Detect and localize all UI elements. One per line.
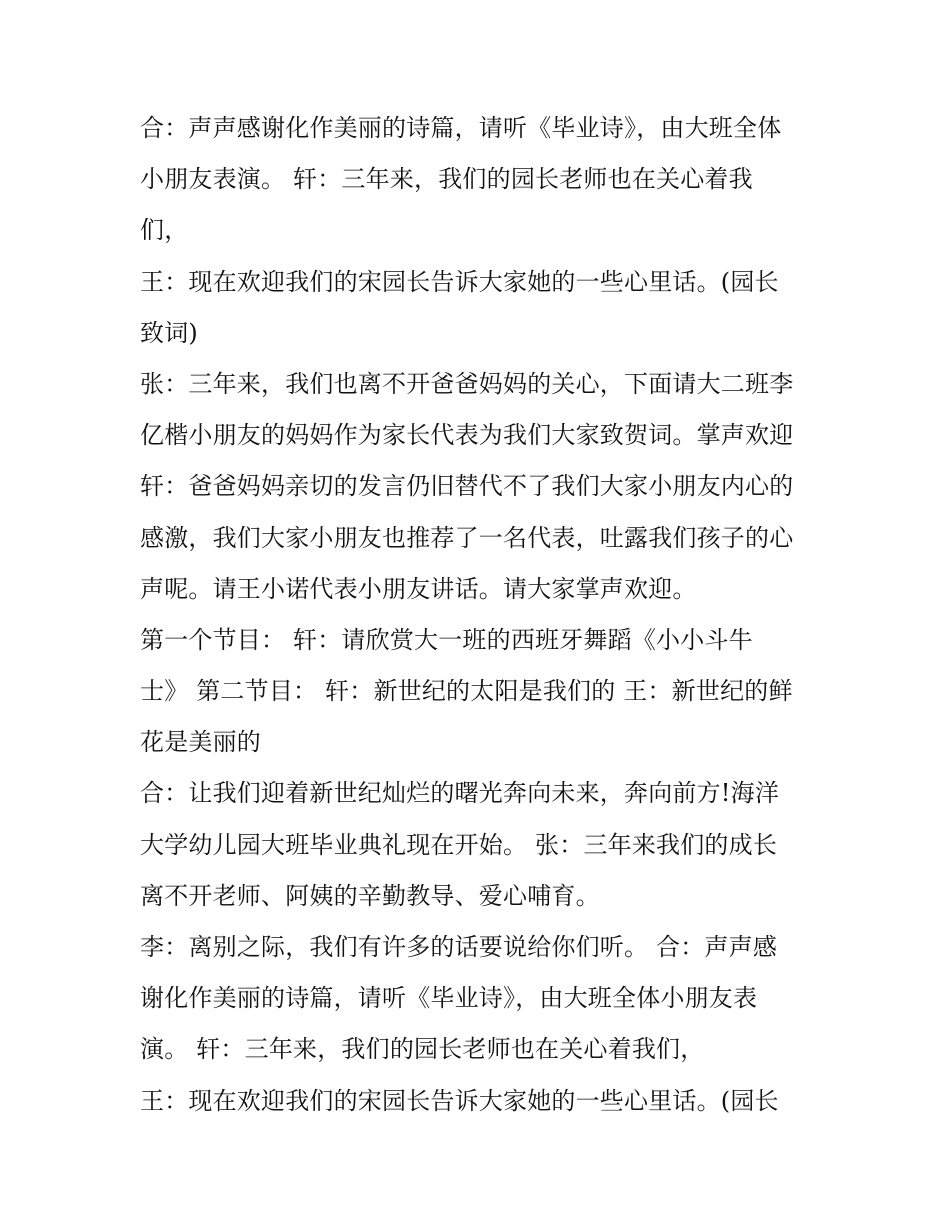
text-line: 谢化作美丽的诗篇，请听《毕业诗》，由大班全体小朋友表 bbox=[140, 984, 758, 1013]
text-line: 感激，我们大家小朋友也推荐了一名代表，吐露我们孩子的心 bbox=[140, 523, 794, 552]
text-line: 大学幼儿园大班毕业典礼现在开始。 张：三年来我们的成长 bbox=[140, 830, 778, 859]
text-line: 李：离别之际，我们有许多的话要说给你们听。 合：声声感 bbox=[140, 933, 778, 961]
text-line: 花是美丽的 bbox=[140, 728, 261, 757]
document-body bbox=[140, 103, 820, 1127]
text-line: 声呢。请王小诺代表小朋友讲话。请大家掌声欢迎。 bbox=[140, 574, 697, 603]
text-line: 合：声声感谢化作美丽的诗篇，请听《毕业诗》，由大班全体 bbox=[140, 114, 782, 142]
text-line: 轩：爸爸妈妈亲切的发言仍旧替代不了我们大家小朋友内心的 bbox=[140, 472, 794, 501]
text-line: 离不开老师、阿姨的辛勤教导、爱心哺育。 bbox=[140, 881, 600, 910]
text-line: 演。 轩：三年来，我们的园长老师也在关心着我们， bbox=[140, 1035, 705, 1064]
text-line: 张：三年来，我们也离不开爸爸妈妈的关心，下面请大二班李 bbox=[140, 369, 794, 398]
text-line: 王：现在欢迎我们的宋园长告诉大家她的一些心里话。(园长 bbox=[140, 267, 779, 296]
text-line: 第一个节目： 轩：请欣赏大一班的西班牙舞蹈《小小斗牛 bbox=[140, 625, 753, 654]
text-line: 亿楷小朋友的妈妈作为家长代表为我们大家致贺词。掌声欢迎 bbox=[140, 421, 794, 450]
text-line: 小朋友表演。 轩：三年来，我们的园长老师也在关心着我 bbox=[140, 165, 753, 194]
text-line: 合：让我们迎着新世纪灿烂的曙光奔向未来，奔向前方!海洋 bbox=[140, 779, 780, 808]
text-line: 们， bbox=[140, 216, 189, 245]
text-line: 王：现在欢迎我们的宋园长告诉大家她的一些心里话。(园长 bbox=[140, 1086, 779, 1115]
text-line: 致词) bbox=[140, 318, 198, 347]
text-line: 士》 第二节目： 轩：新世纪的太阳是我们的 王：新世纪的鲜 bbox=[140, 677, 793, 706]
